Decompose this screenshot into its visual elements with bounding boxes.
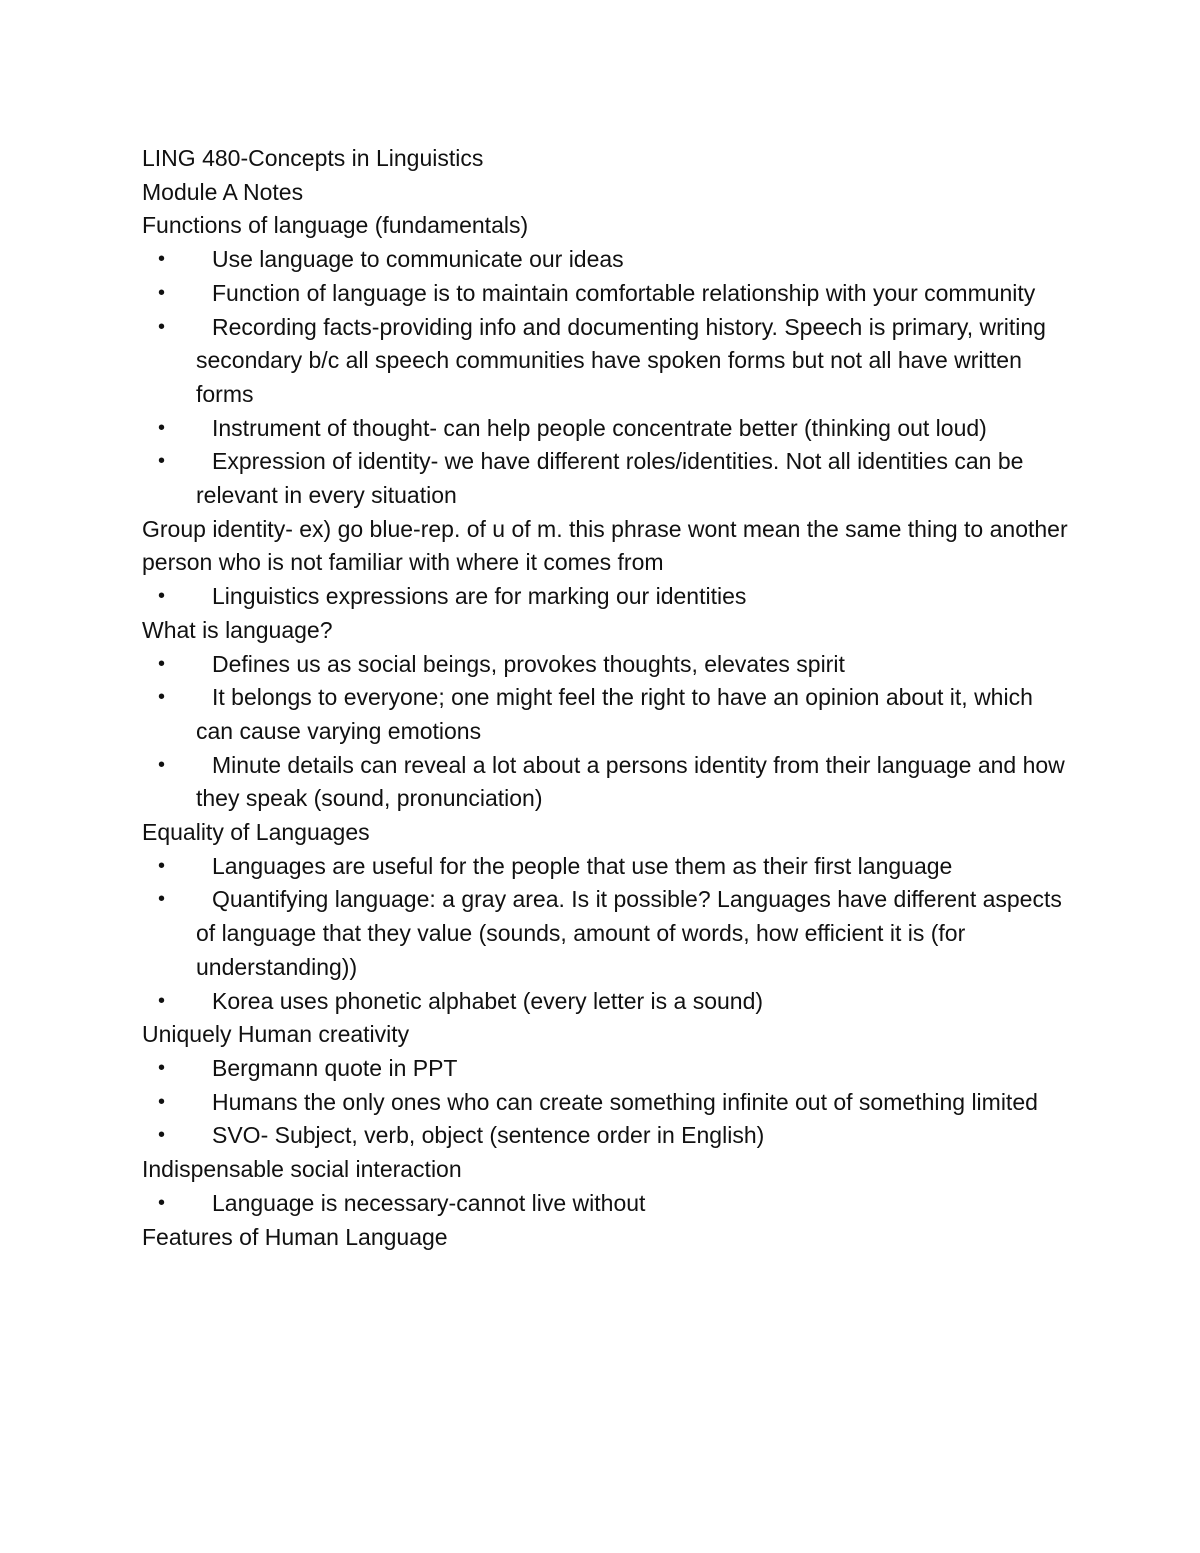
bullet-text: Linguistics expressions are for marking our identities: [212, 583, 747, 610]
bullet-icon: •: [158, 686, 166, 709]
list-item: [142, 1119, 1072, 1153]
bullet-text: Recording facts-providing info and documenting history. Speech is primary, writing secondary b/c all speech communities have spoken forms but not all have written forms: [196, 313, 1046, 407]
bullet-icon: •: [158, 989, 166, 1012]
bullet-text: Humans the only ones who can create something infinite out of something limited: [212, 1088, 1038, 1115]
bullet-icon: •: [158, 1090, 166, 1113]
list-item: [142, 311, 1072, 412]
bullet-text: Languages are useful for the people that use them as their first language: [212, 852, 953, 879]
bullet-icon: •: [158, 652, 166, 675]
list-item: [142, 681, 1072, 748]
bullet-text: Bergmann quote in PPT: [212, 1054, 458, 1081]
section-heading: Group identity- ex) go blue-rep. of u of m. this phrase wont mean the same thing to another person who is not familiar with where it comes from: [142, 515, 1068, 576]
bullet-text: Expression of identity- we have different roles/identities. Not all identities can be relevant in every situation: [196, 448, 1024, 509]
bullet-text: It belongs to everyone; one might feel the right to have an opinion about it, which can cause varying emotions: [196, 684, 1033, 744]
document-body: [142, 142, 1072, 1254]
list-item: [142, 985, 1072, 1019]
list-item: [142, 580, 1072, 614]
list-item: [142, 1187, 1072, 1221]
list-item: [142, 883, 1072, 984]
list-item: [142, 243, 1072, 277]
list-item: [142, 1086, 1072, 1120]
bullet-text: Korea uses phonetic alphabet (every letter is a sound): [212, 987, 764, 1014]
bullet-icon: •: [158, 248, 166, 271]
section-heading: Features of Human Language: [142, 1223, 448, 1250]
document-title: LING 480-Concepts in Linguistics: [142, 145, 484, 171]
bullet-icon: •: [158, 888, 166, 911]
section-heading: Functions of language (fundamentals): [142, 212, 529, 239]
bullet-icon: •: [158, 854, 166, 877]
list-item: [142, 648, 1072, 682]
section-heading: Equality of Languages: [142, 819, 370, 846]
bullet-list: [142, 1052, 1072, 1153]
bullet-icon: •: [158, 281, 166, 304]
bullet-list: [142, 648, 1072, 817]
section-heading: Indispensable social interaction: [142, 1156, 462, 1183]
list-item: [142, 277, 1072, 311]
bullet-text: Use language to communicate our ideas: [212, 246, 624, 273]
list-item: [142, 445, 1072, 512]
bullet-icon: •: [158, 753, 166, 776]
bullet-text: SVO- Subject, verb, object (sentence order in English): [212, 1122, 765, 1149]
bullet-icon: •: [158, 1124, 166, 1147]
bullet-list: [142, 243, 1072, 513]
notes-sections: [142, 209, 1072, 1254]
section-heading: What is language?: [142, 616, 333, 643]
document-subtitle: Module A Notes: [142, 178, 304, 205]
bullet-icon: •: [158, 1191, 166, 1214]
bullet-icon: •: [158, 1056, 166, 1079]
bullet-text: Minute details can reveal a lot about a persons identity from their language and how they speak (sound, pronunciation): [196, 751, 1065, 812]
bullet-icon: •: [158, 585, 166, 608]
bullet-icon: •: [158, 450, 166, 473]
bullet-text: Instrument of thought- can help people concentrate better (thinking out loud): [212, 414, 987, 441]
bullet-list: [142, 1187, 1072, 1221]
bullet-icon: •: [158, 315, 166, 338]
list-item: [142, 850, 1072, 884]
list-item: [142, 749, 1072, 816]
bullet-text: Quantifying language: a gray area. Is it possible? Languages have different aspects of language that they value (sounds, amount of words, how efficient it is (for understanding)): [196, 886, 1062, 980]
section-heading: Uniquely Human creativity: [142, 1021, 410, 1048]
bullet-text: Defines us as social beings, provokes thoughts, elevates spirit: [212, 650, 845, 677]
bullet-list: [142, 580, 1072, 614]
list-item: [142, 412, 1072, 446]
bullet-list: [142, 850, 1072, 1019]
bullet-text: Language is necessary-cannot live without: [212, 1189, 646, 1216]
bullet-text: Function of language is to maintain comfortable relationship with your community: [212, 279, 1036, 306]
bullet-icon: •: [158, 416, 166, 439]
list-item: [142, 1052, 1072, 1086]
